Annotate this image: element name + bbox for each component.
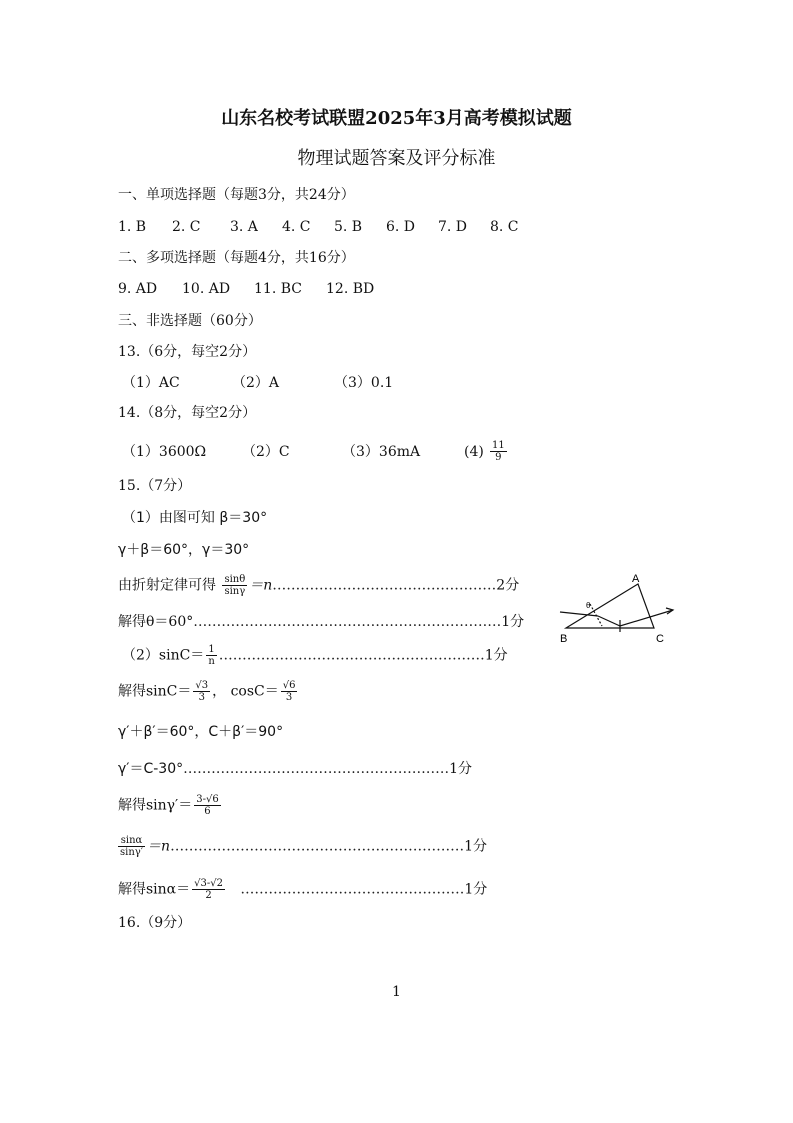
page-subtitle: 物理试题答案及评分标准 — [297, 148, 496, 169]
q15-line6: 解得sinC＝ $\frac{√3}{3}$ ， cosC＝ $\frac{√6}{3}$ — [118, 680, 296, 703]
answer-item: 11. BC — [254, 281, 302, 297]
answer-item: (4) — [464, 443, 484, 460]
fraction: $\frac{3-√6}{6}$ — [196, 794, 219, 817]
refracted-ray — [598, 610, 673, 626]
answer-item: 3. A — [230, 219, 258, 235]
answer-item: （2）A — [232, 375, 280, 391]
fraction: $\frac{√3-√2}{2}$ — [194, 878, 223, 901]
page-number: 1 — [392, 984, 401, 1000]
answer-item: 8. C — [490, 219, 519, 235]
fraction: $\frac{\sin\alpha}{\sin\gamma'}$ — [120, 835, 144, 858]
prism-diagram — [558, 570, 678, 650]
answer-item: （3）0.1 — [334, 375, 394, 391]
fraction: $\frac{1}{n}$ — [208, 644, 215, 667]
q15-line4: 解得θ＝60°…………………………………………………………1分 — [118, 614, 525, 630]
section1-heading: 一、单项选择题（每题3分，共24分） — [118, 187, 355, 203]
q15-line3: 由折射定律可得 $\frac{\sin\theta}{\sin\gamma}$ ＝n…………………………………………2分 — [118, 574, 520, 597]
score: 2分 — [496, 577, 520, 594]
answer-item: （1）AC — [122, 375, 180, 391]
figure-label-theta: θ — [586, 601, 591, 610]
fraction: $\frac{√3}{3}$ — [195, 680, 209, 703]
q14-heading: 14.（8分，每空2分） — [118, 405, 257, 421]
fraction: $\frac{\sin\theta}{\sin\gamma}$ — [224, 574, 246, 597]
section1-answers — [118, 218, 519, 236]
score: 1分 — [464, 881, 488, 898]
score: 1分 — [501, 614, 525, 630]
answer-item: 1. B — [118, 219, 147, 235]
answer-item: 5. B — [334, 219, 363, 235]
answer-item: （2）C — [242, 443, 290, 460]
q15-line2: γ＋β＝60°，γ＝30° — [118, 542, 250, 558]
section2-heading: 二、多项选择题（每题4分，共16分） — [118, 250, 355, 266]
answer-item: 7. D — [438, 219, 468, 235]
figure-label-b: B — [560, 633, 568, 645]
q15-heading: 15.（7分） — [118, 478, 192, 494]
figure-label-c: C — [656, 633, 664, 645]
q15-line9: 解得sinγ′＝ $\frac{3-√6}{6}$ — [118, 794, 219, 817]
q15-line10: $\frac{\sin\alpha}{\sin\gamma'}$ ＝n………………………………………………………1分 — [120, 835, 487, 858]
page-title: 山东名校考试联盟2025年3月高考模拟试题 — [221, 108, 572, 129]
q16-heading: 16.（9分） — [118, 915, 192, 931]
q15-line7: γ′＋β′＝60°，C＋β′＝90° — [118, 724, 284, 740]
q13-answers — [122, 374, 393, 392]
answer-item: （3）36mA — [342, 443, 421, 460]
answer-item: （1）3600Ω — [122, 443, 207, 460]
q15-line8: γ′＝C-30°…………………………………………………1分 — [118, 761, 473, 777]
answer-item: 4. C — [282, 219, 311, 235]
q15-line1: （1）由图可知 β＝30° — [122, 510, 268, 526]
score: 1分 — [449, 761, 473, 777]
answer-item: 2. C — [172, 219, 201, 235]
answer-item: 12. BD — [326, 281, 375, 297]
q13-heading: 13.（6分，每空2分） — [118, 344, 257, 360]
q15-line11: 解得sinα＝ $\frac{√3-√2}{2}$ …………………………………………1分 — [118, 878, 488, 901]
section2-answers — [118, 280, 374, 298]
q15-line5: （2）sinC＝ $\frac{1}{n}$ …………………………………………………1分 — [122, 644, 508, 667]
fraction: $\frac{√6}{3}$ — [282, 680, 296, 703]
score: 1分 — [464, 838, 487, 855]
fraction: $\frac{11}{9}$ — [492, 440, 505, 463]
answer-item: 10. AD — [182, 281, 231, 297]
q14-answers — [122, 440, 509, 463]
section3-heading: 三、非选择题（60分） — [118, 313, 262, 329]
answer-item: 9. AD — [118, 281, 158, 297]
score: 1分 — [484, 647, 508, 664]
figure-label-a: A — [632, 573, 640, 585]
answer-item: 6. D — [386, 219, 416, 235]
